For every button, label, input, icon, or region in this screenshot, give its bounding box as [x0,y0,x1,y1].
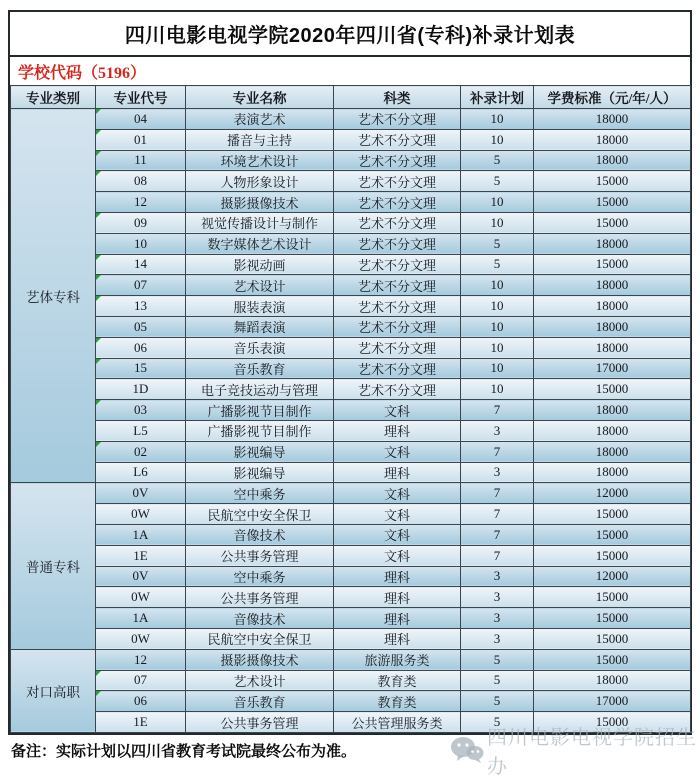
plan-cell: 5 [461,712,534,733]
table-row [11,420,691,441]
excel-marker-icon [96,442,101,447]
excel-marker-icon [96,296,101,301]
excel-marker-icon [96,691,101,696]
major-name-cell: 广播影视节目制作 [186,420,334,441]
table-row [11,649,691,670]
major-name-cell: 影视编导 [186,462,334,483]
table-row [11,504,691,525]
major-name-cell: 空中乘务 [186,566,334,587]
plan-cell: 10 [461,358,534,379]
major-name-cell: 空中乘务 [186,483,334,504]
fee-cell: 18000 [534,670,691,691]
excel-marker-icon [96,359,101,364]
fee-cell: 15000 [534,712,691,733]
fee-cell: 18000 [534,462,691,483]
fee-cell: 15000 [534,171,691,192]
track-cell: 艺术不分文理 [334,316,461,337]
major-name-cell: 电子竞技运动与管理 [186,379,334,400]
track-cell: 公共管理服务类 [334,712,461,733]
fee-cell: 18000 [534,275,691,296]
code-cell: 06 [96,691,186,712]
track-cell: 艺术不分文理 [334,192,461,213]
fee-cell: 15000 [534,524,691,545]
major-name-cell: 音像技术 [186,524,334,545]
table-row [11,212,691,233]
track-cell: 艺术不分文理 [334,233,461,254]
plan-cell: 7 [461,400,534,421]
table-row [11,254,691,275]
plan-cell: 7 [461,524,534,545]
track-cell: 理科 [334,462,461,483]
fee-cell: 17000 [534,358,691,379]
major-name-cell: 播音与主持 [186,129,334,150]
code-cell: 12 [96,192,186,213]
major-name-cell: 影视动画 [186,254,334,275]
major-name-cell: 音乐表演 [186,337,334,358]
excel-marker-icon [96,275,101,280]
fee-cell: 18000 [534,109,691,130]
column-header-4: 补录计划 [461,86,534,109]
plan-cell: 10 [461,296,534,317]
major-name-cell: 艺术设计 [186,670,334,691]
column-header-5: 学费标准（元/年/人） [534,86,691,109]
code-cell: L5 [96,420,186,441]
table-row [11,296,691,317]
fee-cell: 15000 [534,545,691,566]
plan-cell: 10 [461,379,534,400]
major-name-cell: 数字媒体艺术设计 [186,233,334,254]
plan-cell: 10 [461,337,534,358]
track-cell: 理科 [334,608,461,629]
fee-cell: 18000 [534,296,691,317]
table-row [11,628,691,649]
plan-cell: 7 [461,441,534,462]
major-name-cell: 广播影视节目制作 [186,400,334,421]
plan-cell: 10 [461,275,534,296]
table-row [11,524,691,545]
track-cell: 艺术不分文理 [334,358,461,379]
major-name-cell: 表演艺术 [186,109,334,130]
plan-table [10,85,691,733]
track-cell: 文科 [334,545,461,566]
plan-cell: 5 [461,254,534,275]
table-row [11,670,691,691]
track-cell: 文科 [334,524,461,545]
fee-cell: 18000 [534,441,691,462]
fee-cell: 18000 [534,420,691,441]
track-cell: 艺术不分文理 [334,275,461,296]
code-cell: 02 [96,441,186,462]
track-cell: 艺术不分文理 [334,379,461,400]
table-row [11,545,691,566]
category-cell: 对口高职 [11,649,96,732]
track-cell: 理科 [334,566,461,587]
plan-cell: 5 [461,649,534,670]
track-cell: 理科 [334,628,461,649]
watermark-text: 四川电影电视学院招生办 [487,727,697,778]
table-row [11,566,691,587]
table-row [11,150,691,171]
table-row [11,400,691,421]
table-row [11,691,691,712]
excel-marker-icon [96,213,101,218]
fee-cell: 15000 [534,254,691,275]
code-cell: 0V [96,566,186,587]
track-cell: 理科 [334,420,461,441]
excel-marker-icon [96,171,101,176]
fee-cell: 15000 [534,192,691,213]
plan-cell: 3 [461,566,534,587]
category-cell: 普通专科 [11,483,96,649]
code-cell: 04 [96,109,186,130]
plan-cell: 3 [461,462,534,483]
code-cell: 06 [96,337,186,358]
track-cell: 艺术不分文理 [334,150,461,171]
fee-cell: 18000 [534,129,691,150]
page-title: 四川电影电视学院2020年四川省(专科)补录计划表 [10,12,690,57]
excel-marker-icon [96,255,101,260]
code-cell: 10 [96,233,186,254]
track-cell: 文科 [334,400,461,421]
plan-cell: 3 [461,628,534,649]
table-row [11,337,691,358]
plan-cell: 3 [461,420,534,441]
fee-cell: 15000 [534,628,691,649]
column-header-3: 科类 [334,86,461,109]
fee-cell: 12000 [534,483,691,504]
category-cell: 艺体专科 [11,109,96,483]
major-name-cell: 音乐教育 [186,691,334,712]
plan-cell: 10 [461,192,534,213]
code-cell: 0V [96,483,186,504]
table-row [11,171,691,192]
table-body [11,109,691,733]
code-cell: 12 [96,649,186,670]
code-cell: 1E [96,712,186,733]
code-cell: 0W [96,587,186,608]
track-cell: 文科 [334,504,461,525]
code-cell: 0W [96,504,186,525]
track-cell: 旅游服务类 [334,649,461,670]
fee-cell: 15000 [534,587,691,608]
code-cell: 1A [96,608,186,629]
table-row [11,233,691,254]
track-cell: 文科 [334,483,461,504]
major-name-cell: 公共事务管理 [186,712,334,733]
track-cell: 艺术不分文理 [334,171,461,192]
code-cell: 1D [96,379,186,400]
major-name-cell: 舞蹈表演 [186,316,334,337]
footnote: 备注：实际计划以四川省教育考试院最终公布为准。 [11,743,357,760]
table-row [11,587,691,608]
plan-cell: 5 [461,691,534,712]
plan-cell: 10 [461,109,534,130]
table-row [11,462,691,483]
fee-cell: 18000 [534,337,691,358]
code-cell: 15 [96,358,186,379]
column-header-1: 专业代号 [96,86,186,109]
track-cell: 艺术不分文理 [334,296,461,317]
major-name-cell: 民航空中安全保卫 [186,628,334,649]
fee-cell: 15000 [534,212,691,233]
track-cell: 艺术不分文理 [334,212,461,233]
plan-cell: 3 [461,587,534,608]
major-name-cell: 民航空中安全保卫 [186,504,334,525]
fee-cell: 15000 [534,379,691,400]
track-cell: 艺术不分文理 [334,109,461,130]
code-cell: 09 [96,212,186,233]
excel-marker-icon [96,400,101,405]
track-cell: 艺术不分文理 [334,129,461,150]
code-cell: 1A [96,524,186,545]
track-cell: 艺术不分文理 [334,337,461,358]
header-row [11,86,691,109]
table-row [11,275,691,296]
major-name-cell: 环境艺术设计 [186,150,334,171]
major-name-cell: 艺术设计 [186,275,334,296]
plan-cell: 7 [461,504,534,525]
plan-cell: 5 [461,233,534,254]
code-cell: 03 [96,400,186,421]
plan-cell: 5 [461,171,534,192]
column-header-0: 专业类别 [11,86,96,109]
code-cell: 05 [96,316,186,337]
plan-cell: 10 [461,316,534,337]
major-name-cell: 影视编导 [186,441,334,462]
plan-cell: 10 [461,212,534,233]
table-row [11,192,691,213]
fee-cell: 15000 [534,504,691,525]
code-cell: 13 [96,296,186,317]
plan-cell: 7 [461,483,534,504]
excel-marker-icon [96,338,101,343]
major-name-cell: 视觉传播设计与制作 [186,212,334,233]
excel-marker-icon [96,151,101,156]
excel-marker-icon [96,671,101,676]
major-name-cell: 音像技术 [186,608,334,629]
code-cell: L6 [96,462,186,483]
school-code-label: 学校代码（5196） [10,57,690,85]
code-cell: 1E [96,545,186,566]
track-cell: 艺术不分文理 [334,254,461,275]
code-cell: 0W [96,628,186,649]
major-name-cell: 公共事务管理 [186,587,334,608]
fee-cell: 18000 [534,150,691,171]
document-frame [8,10,692,735]
table-row [11,483,691,504]
track-cell: 教育类 [334,691,461,712]
plan-cell: 3 [461,608,534,629]
major-name-cell: 人物形象设计 [186,171,334,192]
major-name-cell: 摄影摄像技术 [186,649,334,670]
table-row [11,129,691,150]
fee-cell: 12000 [534,566,691,587]
table-row [11,358,691,379]
table-row [11,379,691,400]
track-cell: 教育类 [334,670,461,691]
wechat-icon [450,736,484,764]
code-cell: 07 [96,670,186,691]
fee-cell: 18000 [534,233,691,254]
table-row [11,712,691,733]
plan-cell: 5 [461,670,534,691]
excel-marker-icon [96,109,101,114]
plan-cell: 10 [461,129,534,150]
table-row [11,441,691,462]
fee-cell: 17000 [534,691,691,712]
table-row [11,109,691,130]
plan-cell: 5 [461,150,534,171]
code-cell: 08 [96,171,186,192]
excel-marker-icon [96,130,101,135]
major-name-cell: 音乐教育 [186,358,334,379]
code-cell: 11 [96,150,186,171]
fee-cell: 15000 [534,608,691,629]
code-cell: 07 [96,275,186,296]
fee-cell: 15000 [534,649,691,670]
table-row [11,316,691,337]
column-header-2: 专业名称 [186,86,334,109]
major-name-cell: 摄影摄像技术 [186,192,334,213]
major-name-cell: 服装表演 [186,296,334,317]
code-cell: 14 [96,254,186,275]
track-cell: 理科 [334,587,461,608]
track-cell: 文科 [334,441,461,462]
major-name-cell: 公共事务管理 [186,545,334,566]
plan-cell: 7 [461,545,534,566]
table-header [11,86,691,109]
code-cell: 01 [96,129,186,150]
fee-cell: 18000 [534,316,691,337]
fee-cell: 18000 [534,400,691,421]
table-row [11,608,691,629]
